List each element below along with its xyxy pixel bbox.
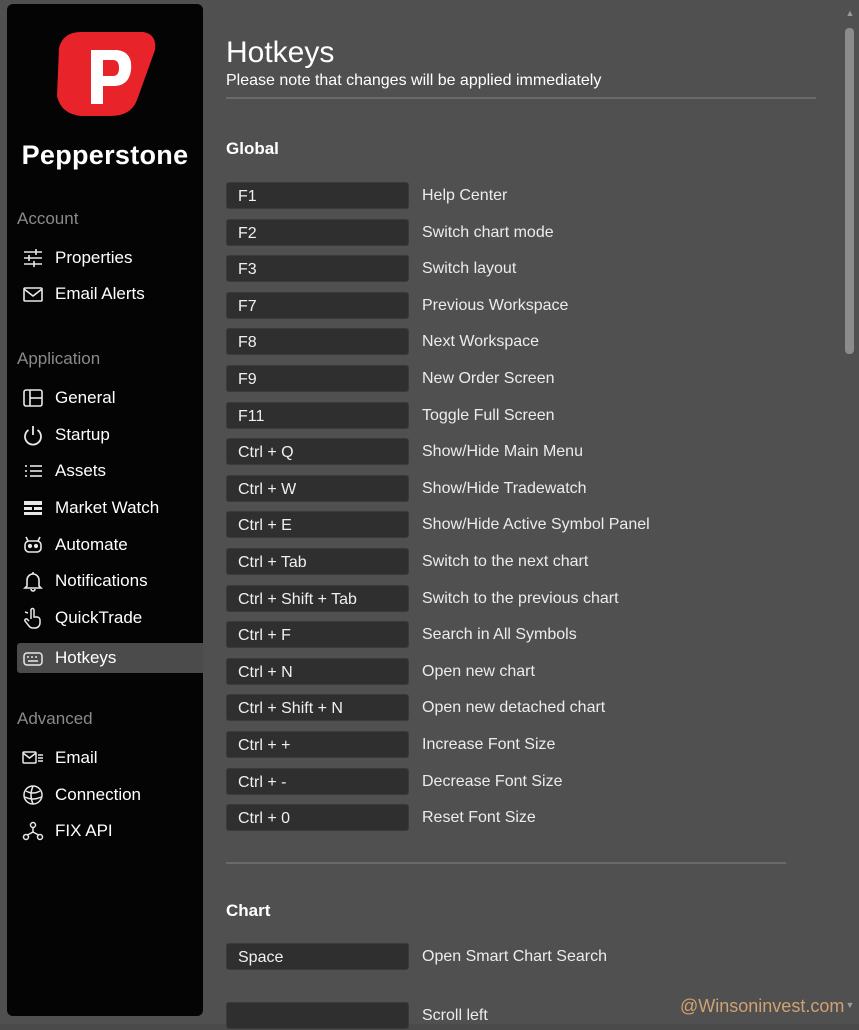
pepperstone-logo-icon <box>51 30 159 118</box>
sidebar-item-email-alerts[interactable] <box>17 279 203 309</box>
hotkey-row <box>226 511 786 539</box>
keyboard-icon <box>22 647 44 669</box>
hotkey-input[interactable]: F7 <box>226 292 409 319</box>
section-label-account: Account <box>17 209 79 228</box>
layout-icon <box>22 387 44 409</box>
hotkey-input[interactable]: Ctrl + F <box>226 621 409 648</box>
hotkey-input[interactable]: Ctrl + Shift + N <box>226 694 409 721</box>
hotkey-action-label: Toggle Full Screen <box>422 406 555 424</box>
hotkey-input[interactable]: Ctrl + - <box>226 768 409 795</box>
sidebar-item-fix-api[interactable] <box>17 816 203 846</box>
sidebar-item-label: General <box>55 388 116 407</box>
email-settings-icon <box>22 747 44 769</box>
bell-icon <box>22 570 44 592</box>
hotkey-input[interactable]: Ctrl + N <box>226 658 409 685</box>
hotkey-action-label: Show/Hide Tradewatch <box>422 479 587 497</box>
hotkey-row <box>226 328 786 356</box>
sidebar-item-email[interactable] <box>17 743 203 773</box>
network-icon <box>22 820 44 842</box>
hotkey-input[interactable]: Ctrl + W <box>226 475 409 502</box>
hotkey-input[interactable]: Ctrl + Q <box>226 438 409 465</box>
section-divider <box>226 862 786 864</box>
envelope-icon <box>22 283 44 305</box>
sidebar-item-label: Automate <box>55 535 128 554</box>
hotkey-input[interactable]: Ctrl + + <box>226 731 409 758</box>
hotkey-row <box>226 768 786 796</box>
sidebar-item-label: Email Alerts <box>55 284 145 303</box>
scroll-up-arrow-icon[interactable]: ▲ <box>845 8 855 18</box>
hotkey-row <box>226 219 786 247</box>
hotkey-row <box>226 731 786 759</box>
hotkey-action-label: Next Workspace <box>422 333 540 351</box>
hotkey-input[interactable]: F2 <box>226 219 409 246</box>
page-title: Hotkeys <box>226 36 335 69</box>
hotkey-row <box>226 402 786 430</box>
hotkey-action-label: Reset Font Size <box>422 809 536 827</box>
sidebar-item-hotkeys[interactable] <box>17 643 203 673</box>
hotkey-action-label: Switch chart mode <box>422 223 554 241</box>
sidebar <box>7 4 203 1016</box>
hotkey-action-label: Switch layout <box>422 260 517 278</box>
list-icon <box>22 460 44 482</box>
sidebar-item-label: Notifications <box>55 571 148 590</box>
sidebar-item-automate[interactable] <box>17 530 203 560</box>
sidebar-item-label: FIX API <box>55 821 113 840</box>
hand-pointer-icon <box>22 607 44 629</box>
hotkey-action-label: Show/Hide Active Symbol Panel <box>422 516 650 534</box>
group-title-chart: Chart <box>226 901 271 920</box>
sidebar-item-label: Startup <box>55 425 110 444</box>
globe-icon <box>22 784 44 806</box>
hotkey-action-label: Show/Hide Main Menu <box>422 443 583 461</box>
sidebar-item-label: Connection <box>55 785 142 804</box>
hotkey-row <box>226 255 786 283</box>
hotkey-row <box>226 804 786 832</box>
hotkey-input[interactable]: F11 <box>226 402 409 429</box>
market-watch-icon <box>22 497 44 519</box>
hotkey-action-label: Switch to the previous chart <box>422 589 619 607</box>
hotkey-action-label: Open Smart Chart Search <box>422 948 607 965</box>
sidebar-item-quicktrade[interactable] <box>17 603 203 633</box>
sidebar-item-label: Hotkeys <box>55 648 117 667</box>
hotkey-input[interactable]: Ctrl + Tab <box>226 548 409 575</box>
hotkey-action-label: Open new chart <box>422 662 535 680</box>
hotkey-row <box>226 182 786 210</box>
hotkey-row <box>226 548 786 576</box>
sidebar-item-general[interactable] <box>17 383 203 413</box>
hotkey-action-label: Search in All Symbols <box>422 626 577 644</box>
watermark: @Winsoninvest.com <box>680 996 845 1016</box>
hotkey-action-label: Previous Workspace <box>422 296 569 314</box>
sidebar-item-startup[interactable] <box>17 420 203 450</box>
hotkey-action-label: Switch to the next chart <box>422 553 589 570</box>
hotkey-action-label: New Order Screen <box>422 370 555 387</box>
hotkey-row <box>226 365 786 393</box>
hotkey-row <box>226 621 786 649</box>
hotkey-action-label: Scroll left <box>422 1007 488 1024</box>
hotkey-input[interactable]: F3 <box>226 255 409 282</box>
sliders-icon <box>22 247 44 269</box>
robot-icon <box>22 534 44 556</box>
hotkey-row <box>226 658 786 686</box>
hotkey-action-label: Decrease Font Size <box>422 772 563 790</box>
hotkey-input[interactable]: F9 <box>226 365 409 392</box>
hotkey-action-label: Increase Font Size <box>422 736 556 753</box>
hotkeys-panel <box>226 0 816 1024</box>
hotkey-row <box>226 438 786 466</box>
section-label-advanced: Advanced <box>17 709 93 728</box>
hotkey-action-label: Open new detached chart <box>422 699 606 717</box>
hotkey-row <box>226 585 786 613</box>
section-label-application: Application <box>17 349 101 368</box>
sidebar-item-label: Email <box>55 748 98 767</box>
scroll-down-arrow-icon[interactable]: ▼ <box>845 1000 855 1010</box>
sidebar-item-connection[interactable] <box>17 780 203 810</box>
sidebar-item-notifications[interactable] <box>17 566 203 596</box>
hotkey-row <box>226 943 786 971</box>
brand-name: Pepperstone <box>21 140 189 170</box>
hotkey-input[interactable]: Ctrl + E <box>226 511 409 538</box>
hotkey-input[interactable]: Ctrl + 0 <box>226 804 409 831</box>
hotkey-input[interactable] <box>226 1002 409 1029</box>
scrollbar-thumb[interactable] <box>845 28 854 354</box>
power-icon <box>22 424 44 446</box>
hotkey-input[interactable]: Ctrl + Shift + Tab <box>226 585 409 612</box>
hotkey-input[interactable]: F8 <box>226 328 409 355</box>
hotkey-row <box>226 292 786 320</box>
group-title-global: Global <box>226 139 279 158</box>
brand-logo <box>7 30 203 180</box>
hotkey-row <box>226 694 786 722</box>
sidebar-item-label: QuickTrade <box>55 608 143 627</box>
hotkey-row <box>226 475 786 503</box>
hotkey-input[interactable]: Space <box>226 943 409 970</box>
sidebar-item-label: Properties <box>55 248 133 267</box>
sidebar-item-market-watch[interactable] <box>17 493 203 523</box>
sidebar-item-assets[interactable] <box>17 456 203 486</box>
sidebar-item-label: Assets <box>55 461 107 480</box>
page-subtitle: Please note that changes will be applied immediately <box>226 72 602 89</box>
hotkey-action-label: Help Center <box>422 187 508 204</box>
sidebar-item-label: Market Watch <box>55 498 160 517</box>
sidebar-item-properties[interactable] <box>17 243 203 273</box>
hotkey-input[interactable]: F1 <box>226 182 409 209</box>
header-divider <box>226 97 816 99</box>
